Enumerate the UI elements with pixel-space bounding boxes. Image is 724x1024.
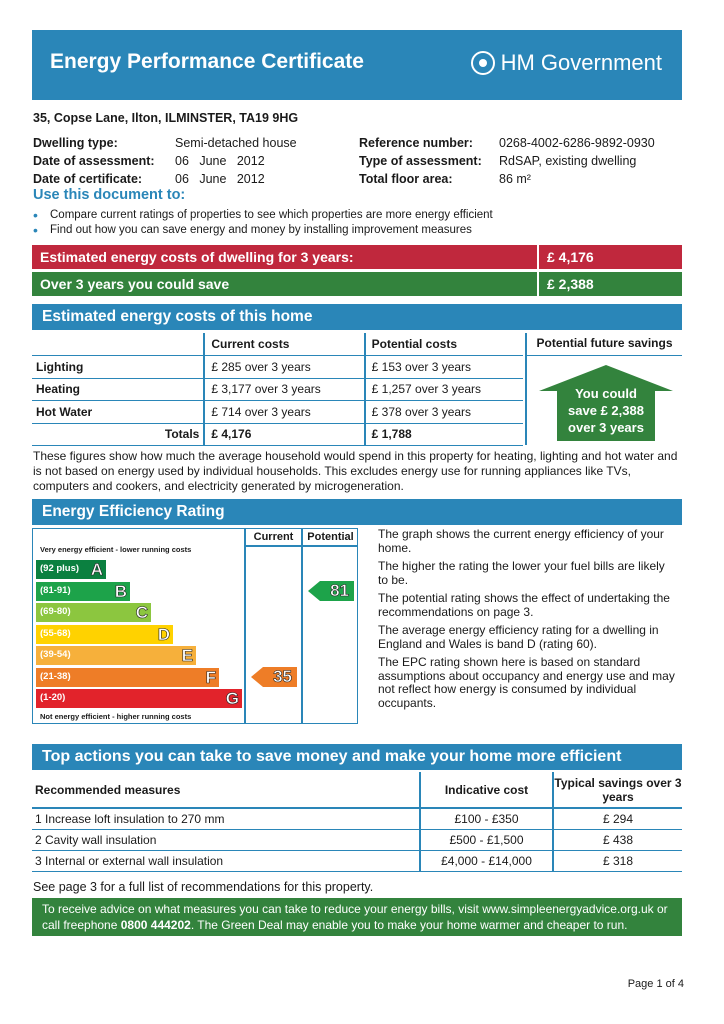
- cost-cell: £4,000 - £14,000: [420, 850, 553, 871]
- band-range: (92 plus): [40, 563, 80, 574]
- freephone-number: 0800 444202: [120, 918, 191, 932]
- potential-column-header: Potential: [307, 531, 354, 543]
- assessment-type-label: Type of assessment:: [359, 154, 482, 168]
- band-range: (69-80): [40, 606, 71, 617]
- royal-crest-icon: [471, 51, 495, 75]
- band-f: [36, 668, 219, 687]
- list-item: • Compare current ratings of properties to see which properties are more energy efficient: [33, 208, 493, 223]
- page-number: Page 1 of 4: [627, 978, 684, 990]
- date-certificate-value: 06 June 2012: [175, 172, 265, 186]
- table-row: [32, 356, 523, 379]
- hm-government-text: HM Government: [500, 50, 662, 75]
- totals-current: £ 4,176: [204, 423, 364, 446]
- table-header-empty: [32, 333, 204, 356]
- savings-header: Typical savings over 3 years: [553, 772, 682, 808]
- table-row: [32, 850, 682, 871]
- savings-cell: £ 318: [553, 850, 682, 871]
- savings-callout-line: You could: [575, 386, 637, 401]
- date-assessment-value: 06 June 2012: [175, 154, 265, 168]
- band-range: (55-68): [40, 627, 71, 639]
- arrow-value: 81: [330, 580, 349, 600]
- band-letter: F: [205, 667, 216, 687]
- band-d: [36, 625, 173, 644]
- band-letter: D: [157, 624, 170, 644]
- column-divider: [301, 529, 303, 723]
- savings-label: Over 3 years you could save: [32, 272, 537, 296]
- savings-callout-line: save £ 2,388: [568, 403, 644, 418]
- row-potential: £ 1,257 over 3 years: [365, 378, 523, 401]
- row-label: Heating: [32, 378, 204, 401]
- cost-cell: £500 - £1,500: [420, 829, 553, 850]
- band-letter: G: [225, 689, 239, 708]
- future-savings-header: Potential future savings: [527, 333, 682, 356]
- row-current: £ 285 over 3 years: [204, 356, 364, 379]
- band-g: [36, 689, 242, 708]
- band-range: (1-20): [40, 692, 66, 703]
- floor-area-label: Total floor area:: [359, 172, 453, 186]
- row-current: £ 3,177 over 3 years: [204, 378, 364, 401]
- energy-rating-chart: [32, 528, 358, 724]
- band-c: [36, 603, 151, 622]
- assessment-type-value: RdSAP, existing dwelling: [499, 154, 637, 168]
- current-column-header: Current: [253, 531, 294, 543]
- current-rating-arrow: [251, 667, 297, 687]
- savings-value: £ 2,388: [539, 272, 682, 296]
- cost-cell: £100 - £350: [420, 808, 553, 829]
- column-divider: [244, 529, 246, 723]
- measure-cell: 2 Cavity wall insulation: [32, 829, 420, 850]
- savings-callout-line: over 3 years: [568, 420, 644, 435]
- measure-cell: 1 Increase loft insulation to 270 mm: [32, 808, 420, 829]
- property-address: 35, Copse Lane, Ilton, ILMINSTER, TA19 9HG: [33, 111, 299, 125]
- row-potential: £ 153 over 3 years: [365, 356, 523, 379]
- band-range: (39-54): [40, 649, 71, 660]
- estimated-cost-value: £ 4,176: [539, 245, 682, 269]
- advice-text: . The Green Deal may enable you to make your home warmer and cheaper to run.: [190, 918, 628, 932]
- date-assessment-label: Date of assessment:: [33, 154, 155, 168]
- potential-rating-arrow: [308, 581, 354, 601]
- band-e: [36, 646, 196, 665]
- floor-area-value: 86 m²: [499, 172, 531, 186]
- arrow-value: 35: [273, 666, 292, 686]
- rating-paragraph: The potential rating shows the effect of undertaking the recommendations on page 3.: [378, 591, 670, 619]
- table-row: [32, 401, 523, 424]
- estimated-cost-label: Estimated energy costs of dwelling for 3 years:: [32, 245, 537, 269]
- reference-label: Reference number:: [359, 136, 473, 150]
- table-row: [32, 378, 523, 401]
- totals-label: Totals: [32, 423, 204, 446]
- savings-callout: [539, 385, 673, 436]
- column-header-line: [244, 545, 357, 547]
- costs-table: [32, 333, 523, 446]
- band-letter: A: [90, 560, 103, 579]
- table-row: [32, 829, 682, 850]
- table-header-row: [32, 333, 523, 356]
- efficient-note: Very energy efficient - lower running costs: [40, 545, 192, 554]
- table-header-row: [32, 772, 682, 808]
- row-potential: £ 378 over 3 years: [365, 401, 523, 424]
- current-costs-header: Current costs: [204, 333, 364, 356]
- use-document-list: [33, 208, 493, 238]
- use-document-heading: Use this document to:: [33, 187, 186, 203]
- cost-header: Indicative cost: [420, 772, 553, 808]
- costs-section-title: Estimated energy costs of this home: [32, 304, 682, 330]
- property-facts: [33, 134, 673, 188]
- potential-future-savings: [525, 333, 682, 445]
- rating-paragraph: The higher the rating the lower your fuel bills are likely to be.: [378, 559, 665, 587]
- row-current: £ 714 over 3 years: [204, 401, 364, 424]
- band-b: [36, 582, 130, 601]
- savings-cell: £ 294: [553, 808, 682, 829]
- row-label: Hot Water: [32, 401, 204, 424]
- inefficient-note: Not energy efficient - higher running costs: [40, 712, 192, 721]
- row-label: Lighting: [32, 356, 204, 379]
- advice-text: To receive advice on what measures you can take to reduce your energy bills, visit www.simpleenergyadvice.org.uk or call freephone: [42, 902, 668, 932]
- potential-costs-header: Potential costs: [365, 333, 523, 356]
- list-item: • Find out how you can save energy and money by installing improvement measures: [33, 223, 493, 238]
- totals-row: [32, 423, 523, 446]
- actions-section-title: Top actions you can take to save money and make your home more efficient: [32, 744, 682, 770]
- see-page-note: See page 3 for a full list of recommendations for this property.: [33, 880, 374, 894]
- hm-government-logo: [471, 50, 662, 76]
- measures-header: Recommended measures: [32, 772, 420, 808]
- band-range: (81-91): [40, 584, 71, 596]
- table-row: [32, 808, 682, 829]
- rating-paragraph: The EPC rating shown here is based on standard assumptions about occupancy and energy use and may not reflect how energy is consumed by individual occupants.: [378, 655, 675, 710]
- costs-note: These figures show how much the average household would spend in this property for heating, lighting and hot water and is not based on energy used by individual households. This excludes energy use for running appliances like TVs, computers and cookers, and electricity generated by microgeneration.: [33, 449, 678, 493]
- page-title: Energy Performance Certificate: [50, 50, 364, 73]
- rating-paragraph: The graph shows the current energy efficiency of your home.: [378, 527, 664, 555]
- date-certificate-label: Date of certificate:: [33, 172, 143, 186]
- savings-cell: £ 438: [553, 829, 682, 850]
- band-letter: E: [181, 646, 193, 665]
- rating-section-title: Energy Efficiency Rating: [32, 499, 682, 525]
- totals-potential: £ 1,788: [365, 423, 523, 446]
- advice-banner: [32, 898, 682, 936]
- band-letter: B: [114, 581, 127, 601]
- rating-explanation: [378, 528, 678, 715]
- band-range: (21-38): [40, 670, 71, 682]
- dwelling-type-value: Semi-detached house: [175, 136, 297, 150]
- measure-cell: 3 Internal or external wall insulation: [32, 850, 420, 871]
- dwelling-type-label: Dwelling type:: [33, 136, 118, 150]
- header-banner: [32, 30, 682, 100]
- band-a: [36, 560, 106, 579]
- band-letter: C: [135, 603, 148, 622]
- actions-table: [32, 772, 682, 872]
- rating-paragraph: The average energy efficiency rating for a dwelling in England and Wales is band D (rating 60).: [378, 623, 659, 651]
- reference-value: 0268-4002-6286-9892-0930: [499, 136, 655, 150]
